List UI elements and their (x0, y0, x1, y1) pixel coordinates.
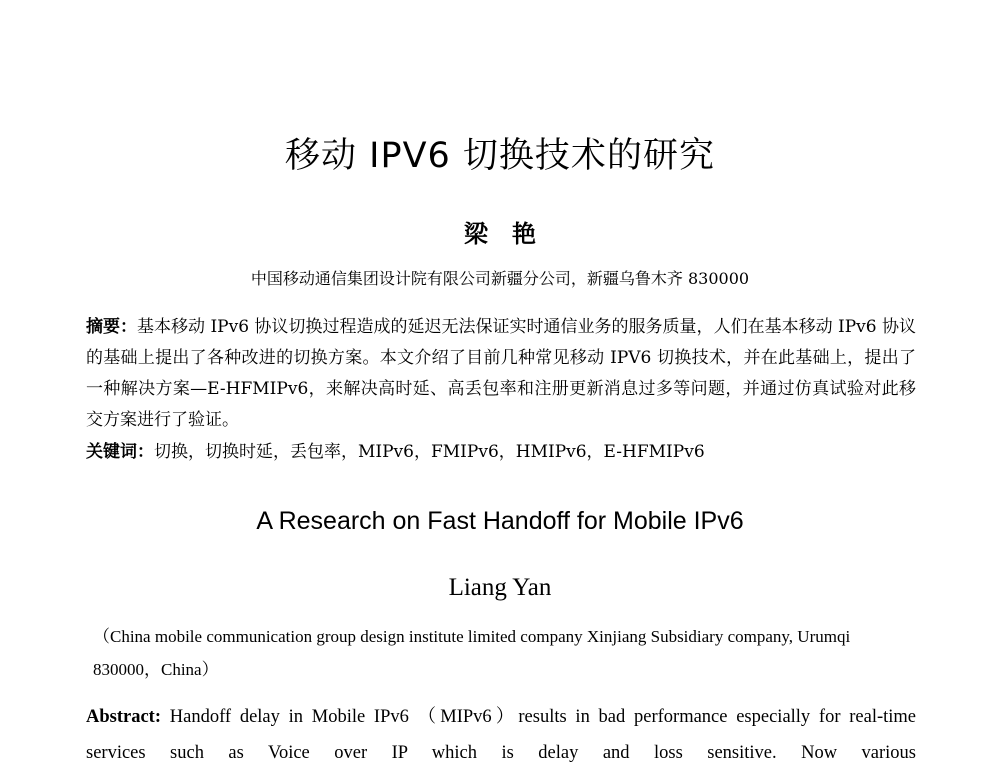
english-abstract (86, 699, 916, 771)
chinese-keywords-text: 切换，切换时延，丢包率，MIPv6，FMIPv6，HMIPv6，E-HFMIPv6 (154, 442, 705, 462)
chinese-keywords-label: 关键词： (86, 442, 154, 462)
english-abstract-text: Handoff delay in Mobile IPv6 （MIPv6）results in bad performance especially for real-time services such as Voice over IP which is delay and loss sensitive. Now various (86, 707, 917, 763)
english-abstract-label: Abstract: (86, 707, 162, 727)
chinese-affiliation: 中国移动通信集团设计院有限公司新疆分公司，新疆乌鲁木齐 830000 (250, 269, 750, 288)
english-author: Liang Yan (448, 574, 552, 601)
chinese-author: 梁艳 (464, 219, 560, 248)
english-title: A Research on Fast Handoff for Mobile IPv6 (256, 507, 744, 535)
chinese-abstract-label: 摘要： (86, 317, 138, 337)
chinese-abstract-text: 基本移动 IPv6 协议切换过程造成的延迟无法保证实时通信业务的服务质量，人们在基本移动 IPv6 协议的基础上提出了各种改进的切换方案。本文介绍了目前几种常见移动 IPV6 切换技术，并在此基础上，提出了一种解决方案—E-HFMIPv6，来解决高时延、高丢包率和注册更新消息过多等问题，并通过仿真试验对此移交方案进行了验证。 (86, 317, 916, 430)
english-affiliation: （China mobile communication group design institute limited company Xinjiang Subsidiary company, Urumqi 830000，China） (93, 627, 851, 679)
chinese-title: 移动 IPV6 切换技术的研究 (285, 136, 715, 176)
chinese-keywords (86, 437, 916, 468)
chinese-abstract (86, 312, 916, 436)
